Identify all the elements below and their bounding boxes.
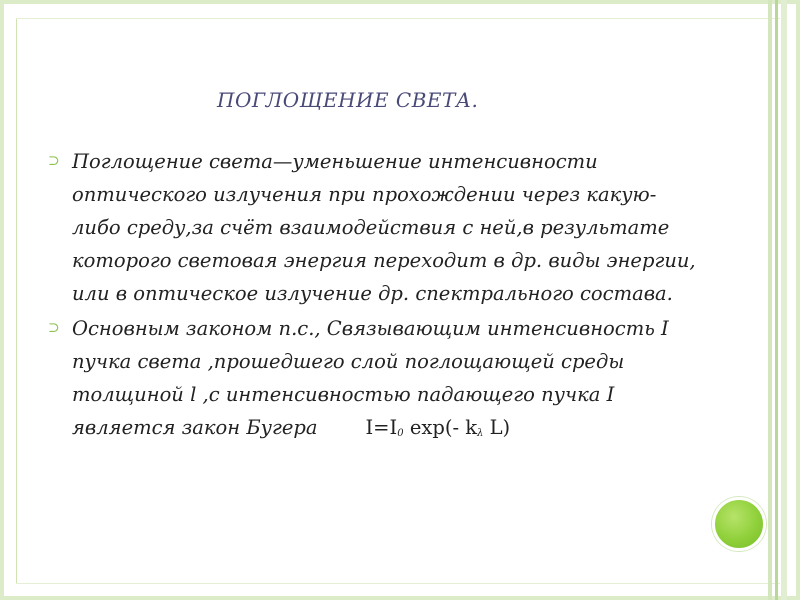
decor-stripe	[781, 0, 787, 600]
decor-stripe	[768, 0, 772, 600]
bullet-icon: ⊃	[48, 153, 60, 169]
bullet-icon: ⊃	[48, 320, 60, 336]
slide-content	[48, 145, 698, 450]
decor-circle-icon	[712, 497, 766, 551]
inner-line-top	[16, 18, 780, 19]
decor-stripe	[775, 0, 778, 600]
inner-line-bottom	[16, 583, 780, 584]
formula-subscript-zero: 0	[397, 428, 404, 439]
paragraph-definition	[48, 145, 698, 310]
paragraph-text: Поглощение света—уменьшение интенсивности оптического излучения при прохождении через какую-либо среду,за счёт взаимодействия с ней,в результате которого световая энергия переходит в др. виды энергии, или в оптическое излучение др. спектрального состава.	[72, 150, 696, 305]
formula-subscript-lambda: λ	[477, 428, 484, 439]
border-top	[0, 0, 800, 4]
border-left	[0, 0, 4, 600]
inner-line-left	[16, 18, 17, 583]
paragraph-text: Основным законом п.с., Связывающим интенсивность I пучка света ,прошедшего слой поглощающей среды толщиной l ,с интенсивностью падающего пучка I является закон Бугера	[72, 317, 669, 439]
paragraph-law	[48, 312, 698, 448]
border-right	[796, 0, 800, 600]
formula-exp: exp(- k	[409, 416, 478, 439]
formula-main: I=I	[365, 416, 398, 439]
formula-end: L)	[483, 416, 511, 439]
slide-title: ПОГЛОЩЕНИЕ СВЕТА.	[217, 88, 479, 112]
border-bottom	[0, 596, 800, 600]
